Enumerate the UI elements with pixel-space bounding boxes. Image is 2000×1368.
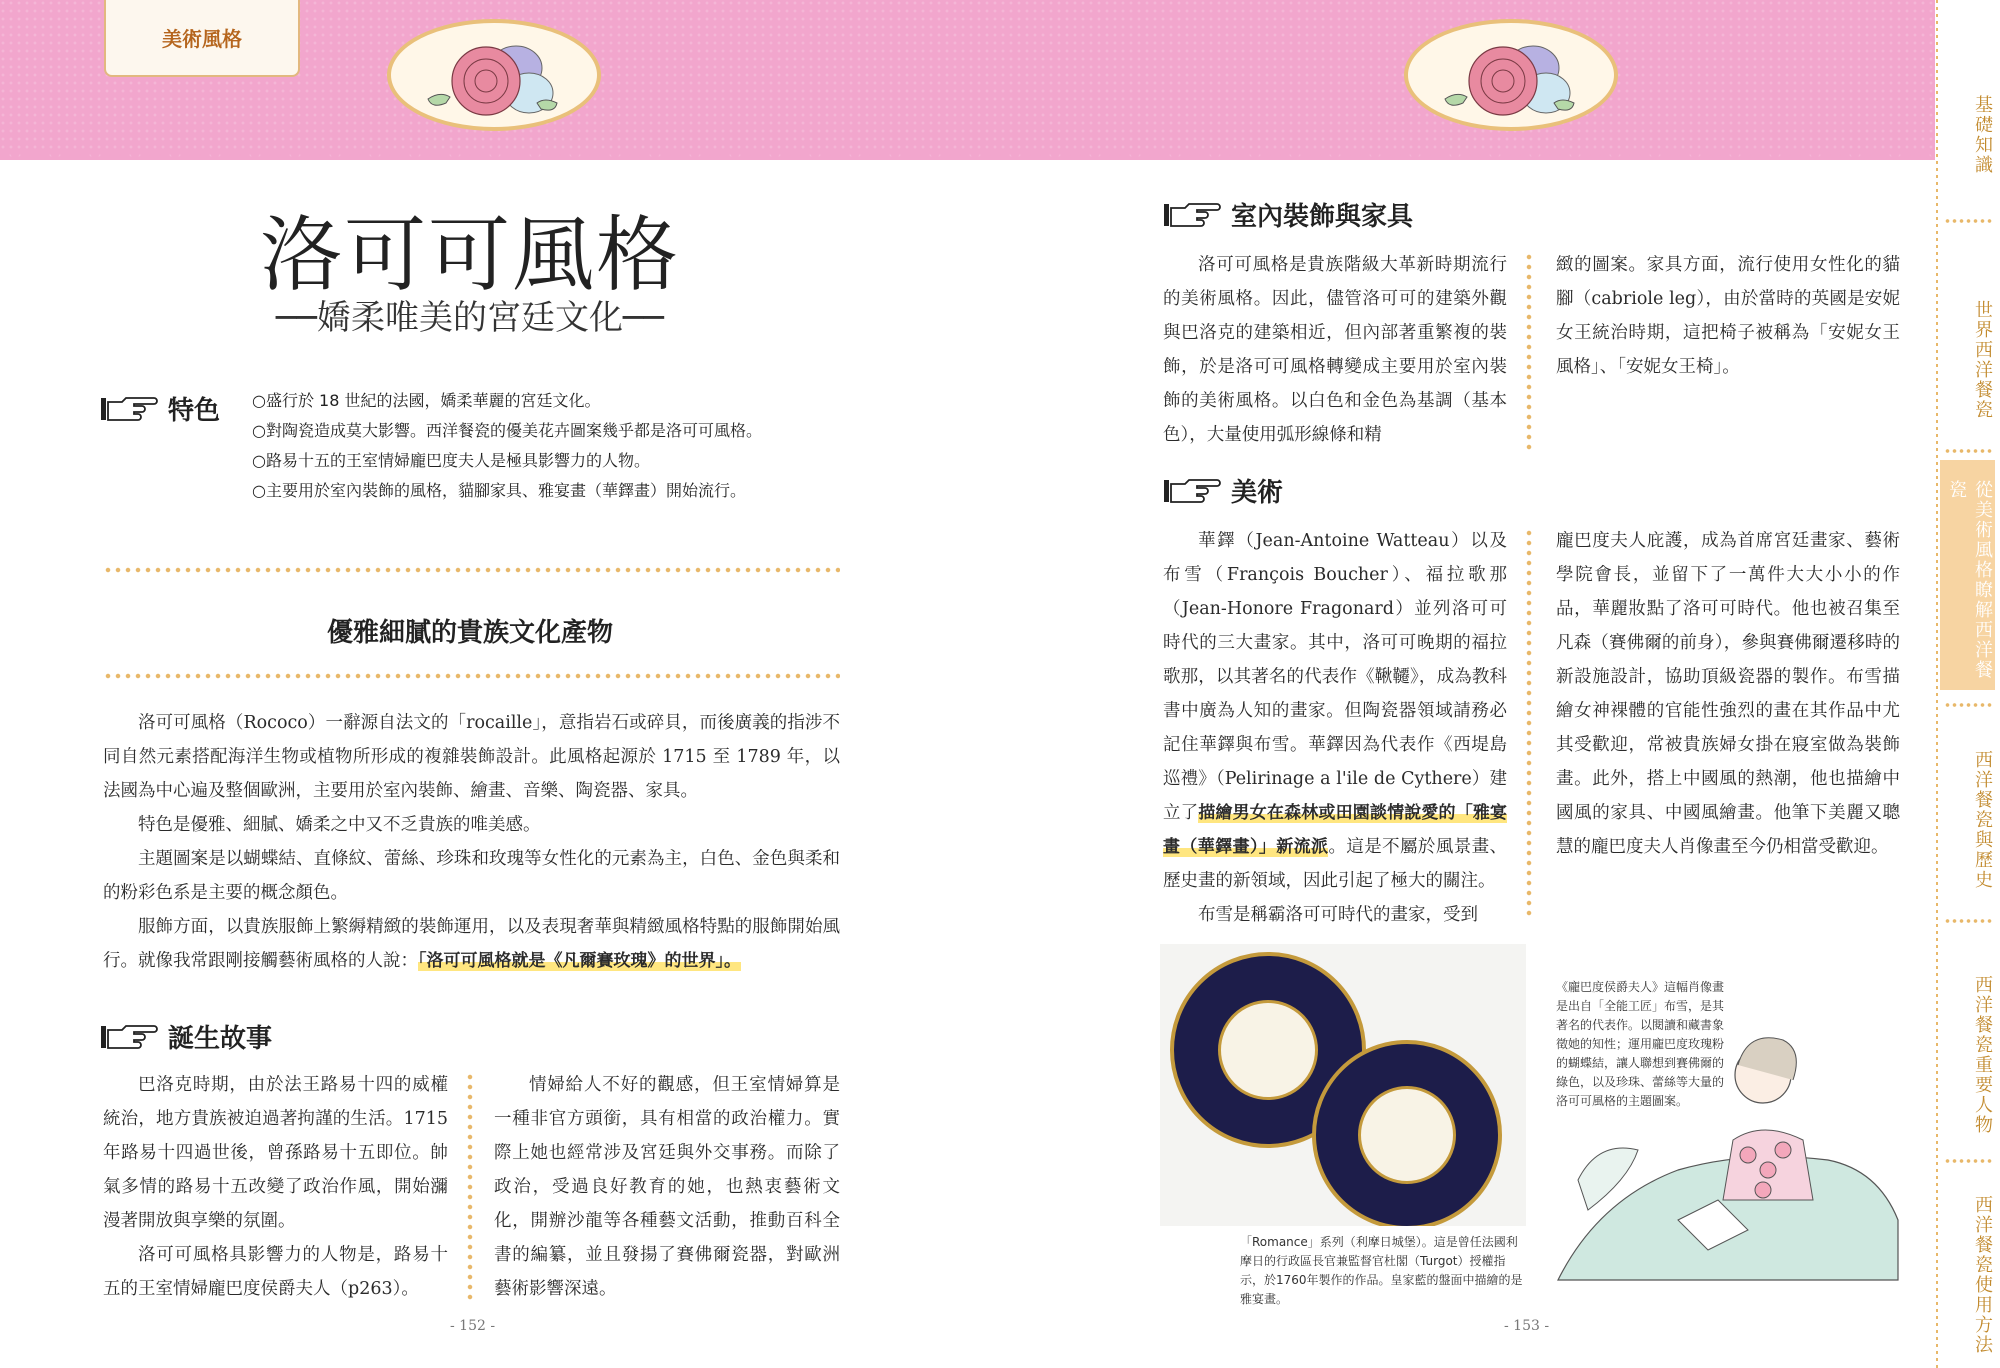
sidebar-divider [1944, 448, 1994, 454]
column-divider [466, 1072, 474, 1302]
highlight-text: 「洛可可風格就是《凡爾賽玫瑰》的世界」。 [418, 951, 741, 971]
body-paragraph: 洛可可風格是貴族階級大革新時期流行的美術風格。因此，儘管洛可可的建築外觀與巴洛克的建築相近，但內部著重繁複的裝飾，於是洛可可風格轉變成主要用於室內裝飾的美術風格。以白色和金色為基調（基本色），大量使用弧形線條和精 [1163, 255, 1507, 445]
dotted-rule [103, 566, 840, 574]
banner-scallop [0, 152, 1935, 162]
portrait-illustration [1548, 1030, 1908, 1300]
features-heading [100, 390, 220, 427]
sidebar-rule [1936, 0, 1938, 1368]
section-tab[interactable]: 美術風格 [104, 0, 300, 77]
body-paragraph [1163, 524, 1507, 898]
rose-illustration [1408, 23, 1614, 127]
page-number-left: - 152 - [450, 1318, 496, 1334]
feature-item: ○盛行於 18 世紀的法國，嬌柔華麗的宮廷文化。 [252, 391, 601, 410]
column-divider [1525, 528, 1533, 918]
sidebar-divider [1944, 1158, 1994, 1164]
sidebar-item-art-style[interactable]: 從美術風格瞭解西洋餐瓷 [1940, 460, 1995, 690]
photo-caption: 「Romance」系列（利摩日城堡）。這是曾任法國利摩日的行政區長官兼監督官杜閣（Turgot）授權指示，於1760年製作的作品。皇家藍的盤面中描繪的是雅宴畫。 [1240, 1235, 1523, 1306]
sidebar-divider [1944, 918, 1994, 924]
body-paragraph: 龐巴度夫人庇護，成為首席宮廷畫家、藝術學院會長，並留下了一萬件大大小小的作品，華麗妝點了洛可可時代。他也被召集至凡森（賽佛爾的前身），參與賽佛爾遷移時的新設施設計，協助頂級瓷器的製作。布雪描繪女神裸體的官能性強烈的畫在其作品中尤其受歡迎，常被貴族婦女掛在寢室做為裝飾畫。此外，搭上中國風的熱潮，他也描繪中國風的家具、中國風繪畫。他筆下美麗又聰慧的龐巴度夫人肖像畫至今仍相當受歡迎。 [1556, 531, 1900, 857]
plates-photo [1160, 944, 1526, 1226]
sidebar-item-world-tableware[interactable]: 世界西洋餐瓷 [1972, 300, 1993, 420]
section-title: 優雅細膩的貴族文化產物 [326, 618, 613, 648]
interior-heading-label: 室內裝飾與家具 [1231, 202, 1414, 232]
body-paragraph: 主題圖案是以蝴蝶結、直條紋、蕾絲、珍珠和玫瑰等女性化的元素為主，白色、金色與柔和的粉彩色系是主要的概念顏色。 [103, 849, 840, 903]
column-divider [1525, 252, 1533, 452]
interior-column-2 [1556, 248, 1900, 384]
interior-column-1 [1163, 248, 1507, 452]
body-paragraph: 布雪是稱霸洛可可時代的畫家，受到 [1198, 905, 1478, 925]
rose-illustration [391, 23, 597, 127]
art-column-2 [1556, 524, 1900, 864]
feature-item: ○主要用於室內裝飾的風格，貓腳家具、雅宴畫（華鐸畫）開始流行。 [252, 481, 746, 500]
body-text: 服飾方面，以貴族服飾上繁縟精緻的裝飾運用，以及表現奢華與精緻風格特點的服飾開始風行。就像我常跟剛接觸藝術風格的人說： [103, 917, 840, 971]
pointing-hand-icon [100, 1022, 158, 1052]
birth-heading-label: 誕生故事 [168, 1024, 273, 1054]
portrait-caption: 《龐巴度侯爵夫人》這幅肖像畫是出自「全能工匠」布雪，是其著名的代表作。以閱讀和藏書象徵她的知性；運用龐巴度玫瑰粉的蝴蝶結，讓人聯想到賽佛爾的綠色，以及珍珠、蕾絲等大量的洛可可風格的主題圖案。 [1556, 980, 1725, 1108]
pointing-hand-icon [1163, 476, 1221, 506]
features-heading-label: 特色 [168, 396, 221, 426]
sidebar-divider [1944, 702, 1994, 708]
body-text: 華鐸（Jean-Antoine Watteau）以及布雪（François Boucher）、福拉歌那（Jean-Honore Fragonard）並列洛可可時代的三大畫家。其中，洛可可晚期的福拉歌那，以其著名的代表作《鞦韆》，成為教科書中廣為人知的畫家。但陶瓷器領域請務必記住華鐸與布雪。華鐸因為代表作《西堤島巡禮》（Pelirinage a l'ile de Cythere）建立了 [1163, 531, 1507, 823]
art-column-1 [1163, 524, 1507, 932]
body-paragraph: 巴洛克時期，由於法王路易十四的威權統治，地方貴族被迫過著拘謹的生活。1715 年路易十四過世後，曾孫路易十五即位。帥氣多情的路易十五改變了政治作風，開始瀰漫著開放與享樂的氛圍。 [103, 1075, 448, 1231]
art-heading [1163, 472, 1283, 509]
birth-column-1 [103, 1068, 448, 1306]
sidebar-divider [1944, 218, 1994, 224]
page-title: 洛可可風格 [259, 208, 680, 303]
highlight-text: 描繪男女在森林或田園談情說愛的「雅宴畫（華鐸畫）」新流派 [1163, 803, 1508, 857]
plate-right [1312, 1040, 1502, 1226]
sidebar-item-history[interactable]: 西洋餐瓷與歷史 [1972, 750, 1993, 890]
dotted-rule [103, 672, 840, 680]
interior-heading [1163, 196, 1413, 233]
body-text: 。這是不屬於風景畫、歷史畫的新領域，因此引起了極大的關注。 [1163, 837, 1508, 891]
birth-heading [100, 1018, 272, 1055]
body-paragraph: 緻的圖案。家具方面，流行使用女性化的貓腳（cabriole leg），由於當時的英國是安妮女王統治時期，這把椅子被稱為「安妮女王風格」、「安妮女王椅」。 [1556, 255, 1900, 377]
feature-item: ○路易十五的王室情婦龐巴度夫人是極具影響力的人物。 [252, 451, 650, 470]
sidebar-item-people[interactable]: 西洋餐瓷重要人物 [1972, 975, 1993, 1135]
sidebar-item-usage[interactable]: 西洋餐瓷使用方法 [1972, 1195, 1993, 1355]
body-paragraph [103, 910, 840, 978]
art-heading-label: 美術 [1231, 478, 1284, 508]
body-paragraph: 情婦給人不好的觀感，但王室情婦算是一種非官方頭銜，具有相當的政治權力。實際上她也經常涉及宮廷與外交事務。而除了政治，受過良好教育的她，也熱衷藝術文化，開辦沙龍等各種藝文活動，推動百科全書的編纂，並且發揚了賽佛爾瓷器，對歐洲藝術影響深遠。 [494, 1075, 840, 1299]
body-paragraph: 特色是優雅、細膩、嬌柔之中又不乏貴族的唯美感。 [138, 815, 541, 835]
body-paragraph: 洛可可風格（Rococo）一辭源自法文的「rocaille」，意指岩石或碎貝，而後廣義的指涉不同自然元素搭配海洋生物或植物所形成的複雜裝飾設計。此風格起源於 1715 至 1789 年，以法國為中心遍及整個歐洲，主要用於室內裝飾、繪畫、音樂、陶瓷器、家具。 [103, 713, 840, 801]
features-list [252, 386, 852, 506]
sidebar-item-basics[interactable]: 基礎知識 [1972, 95, 1993, 175]
feature-item: ○對陶瓷造成莫大影響。西洋餐瓷的優美花卉圖案幾乎都是洛可可風格。 [252, 421, 762, 440]
page-subtitle: ──嬌柔唯美的宮廷文化── [276, 298, 664, 338]
intro-body [103, 706, 840, 978]
pointing-hand-icon [1163, 200, 1221, 230]
rose-oval-right [1404, 19, 1618, 131]
pointing-hand-icon [100, 394, 158, 424]
rose-oval-left [387, 19, 601, 131]
birth-column-2 [494, 1068, 840, 1306]
body-paragraph: 洛可可風格具影響力的人物是，路易十五的王室情婦龐巴度侯爵夫人（p263）。 [103, 1245, 448, 1299]
page-number-right: - 153 - [1504, 1318, 1550, 1334]
